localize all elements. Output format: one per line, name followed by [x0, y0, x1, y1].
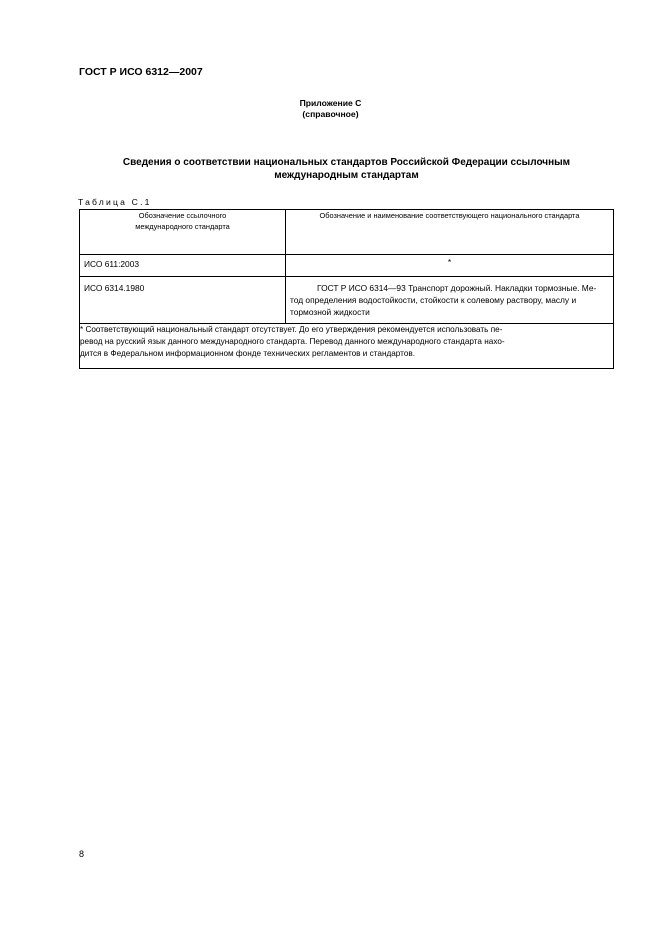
document-title-line-1: Сведения о соответствии национальных стандартов Российской Федерации ссылочным: [122, 157, 571, 168]
annex-heading: [0, 98, 661, 120]
national-standard-line-1-text: ГОСТ Р ИСО 6314—93 Транспорт дорожный. Накладки тормозные. Ме-: [317, 283, 597, 293]
header-col1-line-1: Обозначение ссылочного: [138, 211, 227, 220]
header-cell-reference-standard: [80, 210, 286, 255]
note-line-3: дится в Федеральном информационном фонде технических регламентов и стандартов.: [80, 349, 416, 358]
annex-type: (справочное): [302, 109, 359, 119]
table-note-row: [80, 324, 614, 369]
cell-national-standard: [286, 277, 614, 324]
table-caption: Таблица С.1: [78, 197, 152, 207]
table-header-row: [80, 210, 614, 255]
document-code-header: ГОСТ Р ИСО 6312—2007: [79, 66, 203, 78]
table-row: [80, 255, 614, 277]
note-line-2: ревод на русский язык данного международного стандарта. Перевод данного международного стандарта нахо-: [80, 337, 505, 346]
header-col1-line-2: международного стандарта: [135, 222, 230, 231]
national-standard-line-1: [290, 282, 609, 294]
document-title: [79, 156, 614, 182]
cell-reference-standard: ИСО 6314.1980: [80, 277, 286, 324]
national-standard-line-2: тод определения водостойкости, стойкости к солевому раствору, маслу и: [290, 295, 577, 305]
note-line-1: * Соответствующий национальный стандарт отсутствует. До его утверждения рекомендуется использовать пе-: [80, 325, 503, 334]
table-note: [80, 324, 614, 369]
annex-title: Приложение С: [299, 98, 362, 108]
table-row: [80, 277, 614, 324]
page-number: 8: [79, 849, 85, 859]
header-cell-national-standard: Обозначение и наименование соответствующего национального стандарта: [286, 210, 614, 255]
document-title-line-2: международным стандартам: [274, 170, 419, 181]
correspondence-table: [79, 209, 614, 369]
national-standard-line-3: тормозной жидкости: [290, 307, 370, 317]
cell-national-standard: *: [286, 255, 614, 277]
cell-reference-standard: ИСО 611:2003: [80, 255, 286, 277]
